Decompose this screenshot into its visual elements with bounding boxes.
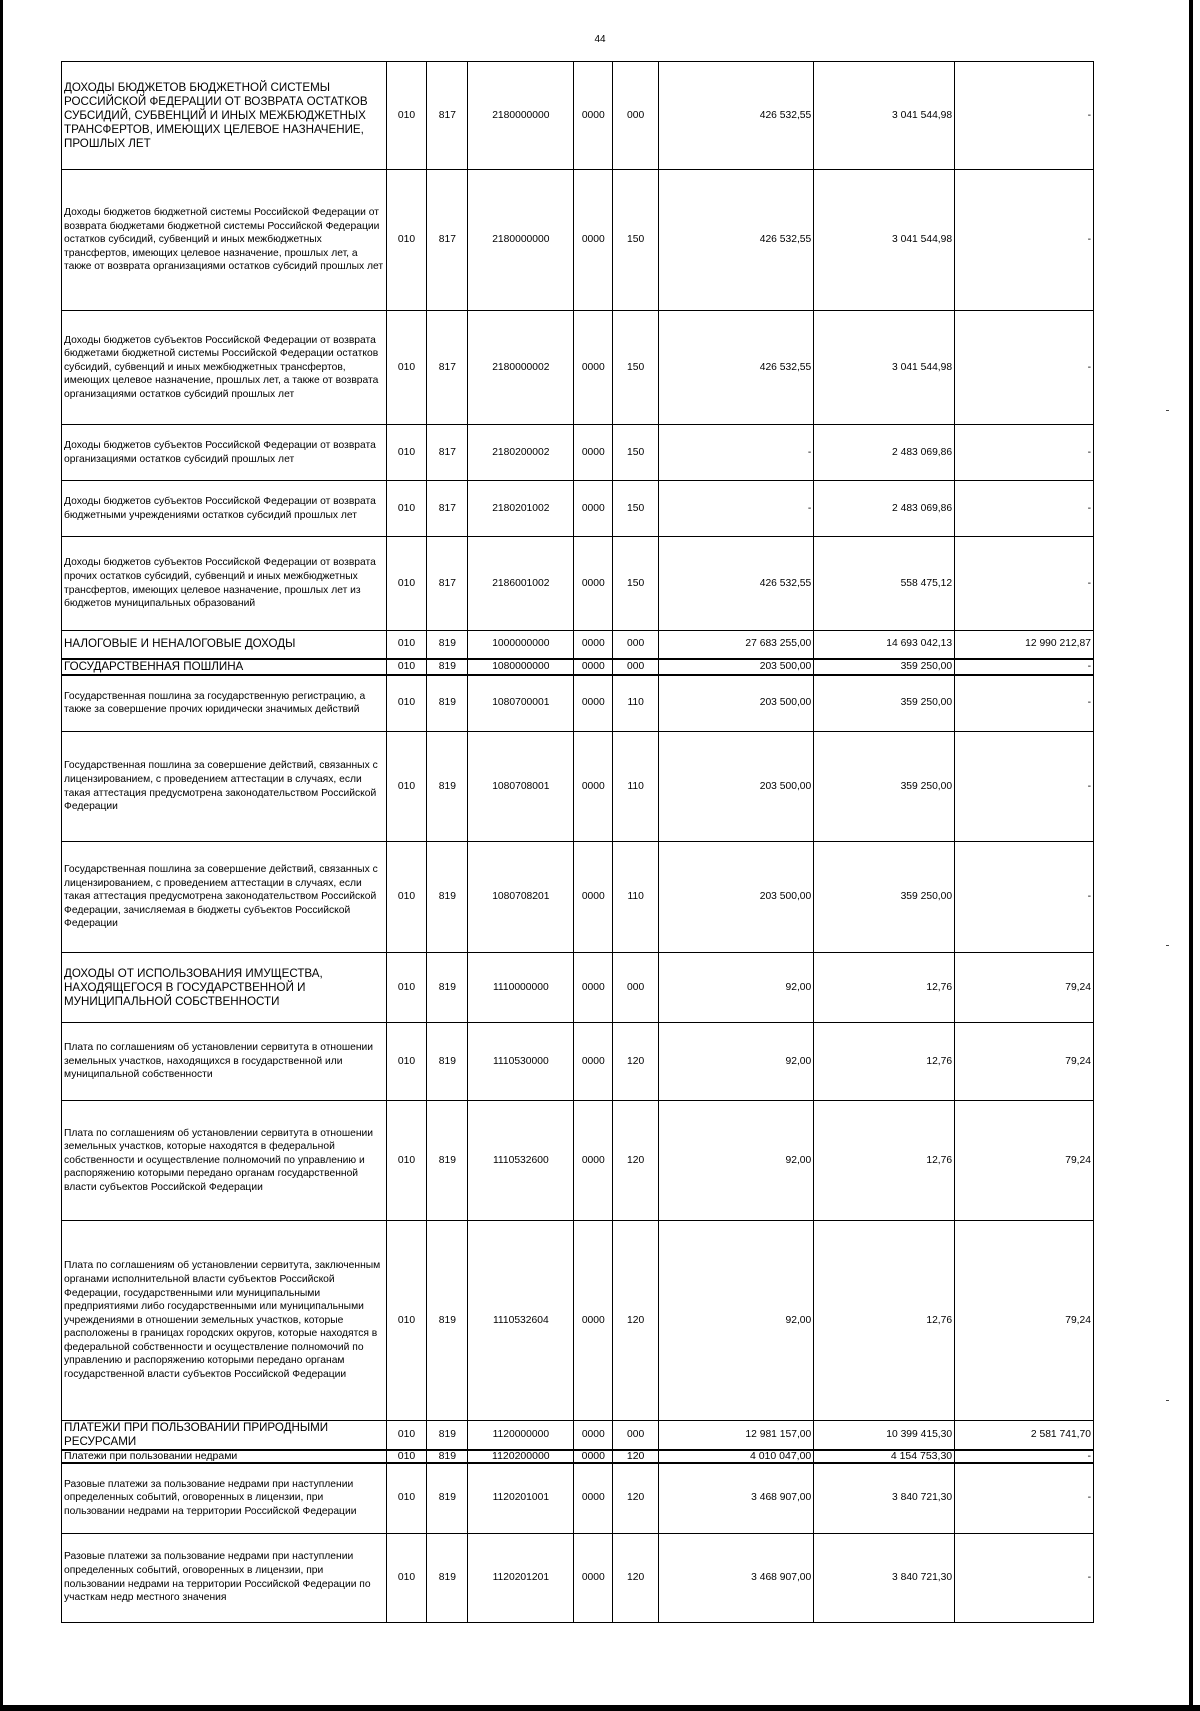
value-unexecuted: 79,24 (955, 1221, 1094, 1421)
row-name: ПЛАТЕЖИ ПРИ ПОЛЬЗОВАНИИ ПРИРОДНЫМИ РЕСУРСАМИ (62, 1421, 387, 1451)
code-revenue: 2180000000 (468, 62, 574, 170)
code-program: 0000 (574, 732, 613, 842)
code-revenue: 1110530000 (468, 1023, 574, 1101)
code-admin: 010 (386, 842, 427, 953)
table-row (62, 631, 1094, 659)
value-approved: 426 532,55 (659, 170, 814, 311)
code-program: 0000 (574, 1533, 613, 1622)
value-executed: 359 250,00 (814, 659, 955, 675)
value-approved: 92,00 (659, 1221, 814, 1421)
code-admin: 010 (386, 953, 427, 1023)
table-row (62, 1023, 1094, 1101)
value-approved: 3 468 907,00 (659, 1463, 814, 1533)
code-kosgu: 150 (613, 425, 659, 481)
value-unexecuted: - (955, 1450, 1094, 1463)
value-executed: 12,76 (814, 1101, 955, 1221)
code-admin: 010 (386, 1221, 427, 1421)
value-unexecuted: - (955, 537, 1094, 631)
code-admin: 010 (386, 1101, 427, 1221)
code-admin: 010 (386, 62, 427, 170)
code-chapter: 819 (427, 842, 468, 953)
code-program: 0000 (574, 1463, 613, 1533)
row-name: ГОСУДАРСТВЕННАЯ ПОШЛИНА (62, 659, 387, 675)
code-admin: 010 (386, 311, 427, 425)
value-approved: 12 981 157,00 (659, 1421, 814, 1451)
value-approved: 203 500,00 (659, 675, 814, 732)
value-approved: 203 500,00 (659, 659, 814, 675)
code-revenue: 2180000000 (468, 170, 574, 311)
row-name: Государственная пошлина за совершение действий, связанных с лицензированием, с проведением аттестации в случаях, если такая аттестация предусмотрена законодательством Российской Федерации (62, 732, 387, 842)
code-chapter: 819 (427, 1221, 468, 1421)
code-kosgu: 120 (613, 1463, 659, 1533)
code-admin: 010 (386, 1450, 427, 1463)
code-admin: 010 (386, 537, 427, 631)
code-revenue: 2186001002 (468, 537, 574, 631)
scan-mark (1166, 410, 1169, 411)
code-revenue: 2180200002 (468, 425, 574, 481)
code-chapter: 817 (427, 62, 468, 170)
table-row (62, 1533, 1094, 1622)
value-approved: 92,00 (659, 1023, 814, 1101)
code-program: 0000 (574, 62, 613, 170)
value-executed: 10 399 415,30 (814, 1421, 955, 1451)
scan-border-right (1189, 0, 1193, 1711)
value-approved: 27 683 255,00 (659, 631, 814, 659)
code-kosgu: 120 (613, 1101, 659, 1221)
code-program: 0000 (574, 1221, 613, 1421)
table-row (62, 675, 1094, 732)
code-revenue: 1080708201 (468, 842, 574, 953)
code-revenue: 1080708001 (468, 732, 574, 842)
value-executed: 3 041 544,98 (814, 170, 955, 311)
code-kosgu: 110 (613, 732, 659, 842)
code-kosgu: 000 (613, 62, 659, 170)
code-kosgu: 150 (613, 537, 659, 631)
code-kosgu: 120 (613, 1023, 659, 1101)
value-executed: 359 250,00 (814, 732, 955, 842)
code-revenue: 1080700001 (468, 675, 574, 732)
code-admin: 010 (386, 481, 427, 537)
table-row (62, 1450, 1094, 1463)
code-kosgu: 000 (613, 953, 659, 1023)
value-unexecuted: 2 581 741,70 (955, 1421, 1094, 1451)
value-executed: 3 041 544,98 (814, 62, 955, 170)
code-kosgu: 000 (613, 659, 659, 675)
code-program: 0000 (574, 481, 613, 537)
value-unexecuted: - (955, 675, 1094, 732)
code-chapter: 819 (427, 1533, 468, 1622)
code-program: 0000 (574, 1023, 613, 1101)
table-row (62, 1221, 1094, 1421)
value-approved: 426 532,55 (659, 311, 814, 425)
row-name: Платежи при пользовании недрами (62, 1450, 387, 1463)
code-kosgu: 120 (613, 1450, 659, 1463)
scan-border-bottom (0, 1705, 1200, 1711)
code-program: 0000 (574, 675, 613, 732)
code-chapter: 817 (427, 311, 468, 425)
value-approved: 203 500,00 (659, 842, 814, 953)
value-approved: 92,00 (659, 953, 814, 1023)
code-kosgu: 150 (613, 311, 659, 425)
value-executed: 359 250,00 (814, 842, 955, 953)
code-chapter: 819 (427, 1023, 468, 1101)
row-name: ДОХОДЫ БЮДЖЕТОВ БЮДЖЕТНОЙ СИСТЕМЫ РОССИЙСКОЙ ФЕДЕРАЦИИ ОТ ВОЗВРАТА ОСТАТКОВ СУБСИДИЙ, СУБВЕНЦИЙ И ИНЫХ МЕЖБЮДЖЕТНЫХ ТРАНСФЕРТОВ, ИМЕЮЩИХ ЦЕЛЕВОЕ НАЗНАЧЕНИЕ, ПРОШЛЫХ ЛЕТ (62, 62, 387, 170)
code-chapter: 819 (427, 631, 468, 659)
code-admin: 010 (386, 732, 427, 842)
value-unexecuted: - (955, 1533, 1094, 1622)
value-unexecuted: - (955, 425, 1094, 481)
value-executed: 12,76 (814, 953, 955, 1023)
row-name: Разовые платежи за пользование недрами при наступлении определенных событий, оговоренных в лицензии, при пользовании недрами на территории Российской Федерации по участкам недр местного значения (62, 1533, 387, 1622)
value-executed: 12,76 (814, 1221, 955, 1421)
code-program: 0000 (574, 1450, 613, 1463)
value-approved: 426 532,55 (659, 62, 814, 170)
code-kosgu: 120 (613, 1533, 659, 1622)
code-admin: 010 (386, 1533, 427, 1622)
code-revenue: 1120200000 (468, 1450, 574, 1463)
code-kosgu: 000 (613, 631, 659, 659)
code-kosgu: 150 (613, 170, 659, 311)
code-chapter: 817 (427, 425, 468, 481)
value-approved: 92,00 (659, 1101, 814, 1221)
code-program: 0000 (574, 1421, 613, 1451)
code-chapter: 819 (427, 675, 468, 732)
value-unexecuted: - (955, 481, 1094, 537)
table-row (62, 425, 1094, 481)
code-admin: 010 (386, 1023, 427, 1101)
row-name: Доходы бюджетов субъектов Российской Федерации от возврата прочих остатков субсидий, субвенций и иных межбюджетных трансфертов, имеющих целевое назначение, прошлых лет из бюджетов муниципальных образований (62, 537, 387, 631)
budget-revenue-table (61, 61, 1094, 1623)
table-row (62, 537, 1094, 631)
code-admin: 010 (386, 425, 427, 481)
row-name: Государственная пошлина за государственную регистрацию, а также за совершение прочих юридически значимых действий (62, 675, 387, 732)
value-unexecuted: 12 990 212,87 (955, 631, 1094, 659)
value-unexecuted: 79,24 (955, 1101, 1094, 1221)
code-admin: 010 (386, 170, 427, 311)
row-name: Доходы бюджетов субъектов Российской Федерации от возврата организациями остатков субсидий прошлых лет (62, 425, 387, 481)
row-name: Государственная пошлина за совершение действий, связанных с лицензированием, с проведением аттестации в случаях, если такая аттестация предусмотрена законодательством Российской Федерации, зачисляемая в бюджеты субъектов Российской Федерации (62, 842, 387, 953)
row-name: Доходы бюджетов субъектов Российской Федерации от возврата бюджетами бюджетной системы Российской Федерации остатков субсидий, субвенций и иных межбюджетных трансфертов, имеющих целевое назначение, прошлых лет, а также от возврата организациями остатков субсидий прошлых лет (62, 311, 387, 425)
code-program: 0000 (574, 1101, 613, 1221)
code-chapter: 817 (427, 537, 468, 631)
table-row (62, 1463, 1094, 1533)
code-revenue: 1110532604 (468, 1221, 574, 1421)
table-row (62, 1421, 1094, 1451)
code-admin: 010 (386, 1463, 427, 1533)
scan-mark (1166, 1400, 1169, 1401)
table-row (62, 659, 1094, 675)
row-name: Плата по соглашениям об установлении сервитута, заключенным органами исполнительной власти субъектов Российской Федерации, государственными или муниципальными предприятиями либо государственными или муниципальными учреждениями в отношении земельных участков, которые расположены в границах городских округов, которые находятся в федеральной собственности и осуществление полномочий по управлению и распоряжению которыми передано органам государственной власти субъектов Российской Федерации (62, 1221, 387, 1421)
value-unexecuted: 79,24 (955, 953, 1094, 1023)
value-executed: 3 840 721,30 (814, 1533, 955, 1622)
row-name: Плата по соглашениям об установлении сервитута в отношении земельных участков, которые находятся в федеральной собственности и осуществление полномочий по управлению и распоряжению которыми передано органам государственной власти субъектов Российской Федерации (62, 1101, 387, 1221)
code-revenue: 2180000002 (468, 311, 574, 425)
code-program: 0000 (574, 842, 613, 953)
table-row (62, 481, 1094, 537)
code-revenue: 1120000000 (468, 1421, 574, 1451)
code-revenue: 1120201201 (468, 1533, 574, 1622)
table-row (62, 170, 1094, 311)
value-approved: - (659, 481, 814, 537)
code-kosgu: 120 (613, 1221, 659, 1421)
code-chapter: 819 (427, 1421, 468, 1451)
code-program: 0000 (574, 631, 613, 659)
code-kosgu: 150 (613, 481, 659, 537)
code-kosgu: 110 (613, 675, 659, 732)
value-executed: 14 693 042,13 (814, 631, 955, 659)
code-revenue: 1080000000 (468, 659, 574, 675)
code-revenue: 1000000000 (468, 631, 574, 659)
value-approved: 426 532,55 (659, 537, 814, 631)
code-admin: 010 (386, 659, 427, 675)
value-executed: 4 154 753,30 (814, 1450, 955, 1463)
row-name: Доходы бюджетов субъектов Российской Федерации от возврата бюджетными учреждениями остатков субсидий прошлых лет (62, 481, 387, 537)
code-chapter: 817 (427, 481, 468, 537)
code-program: 0000 (574, 425, 613, 481)
value-executed: 558 475,12 (814, 537, 955, 631)
value-executed: 3 041 544,98 (814, 311, 955, 425)
value-approved: 203 500,00 (659, 732, 814, 842)
row-name: Доходы бюджетов бюджетной системы Российской Федерации от возврата бюджетами бюджетной системы Российской Федерации остатков субсидий, субвенций и иных межбюджетных трансфертов, имеющих целевое назначение, прошлых лет, а также от возврата организациями остатков субсидий прошлых лет (62, 170, 387, 311)
page-number: 44 (594, 34, 606, 45)
code-program: 0000 (574, 170, 613, 311)
code-revenue: 1110000000 (468, 953, 574, 1023)
value-unexecuted: - (955, 842, 1094, 953)
value-approved: - (659, 425, 814, 481)
code-admin: 010 (386, 1421, 427, 1451)
value-unexecuted: - (955, 732, 1094, 842)
row-name: ДОХОДЫ ОТ ИСПОЛЬЗОВАНИЯ ИМУЩЕСТВА, НАХОДЯЩЕГОСЯ В ГОСУДАРСТВЕННОЙ И МУНИЦИПАЛЬНОЙ СОБСТВЕННОСТИ (62, 953, 387, 1023)
code-kosgu: 110 (613, 842, 659, 953)
scan-border-left (0, 0, 3, 1711)
code-chapter: 819 (427, 953, 468, 1023)
value-unexecuted: - (955, 170, 1094, 311)
code-kosgu: 000 (613, 1421, 659, 1451)
scan-mark (1166, 945, 1169, 946)
code-revenue: 2180201002 (468, 481, 574, 537)
code-admin: 010 (386, 631, 427, 659)
value-executed: 359 250,00 (814, 675, 955, 732)
value-executed: 12,76 (814, 1023, 955, 1101)
code-chapter: 819 (427, 732, 468, 842)
code-revenue: 1110532600 (468, 1101, 574, 1221)
row-name: НАЛОГОВЫЕ И НЕНАЛОГОВЫЕ ДОХОДЫ (62, 631, 387, 659)
code-revenue: 1120201001 (468, 1463, 574, 1533)
value-executed: 2 483 069,86 (814, 425, 955, 481)
code-admin: 010 (386, 675, 427, 732)
code-program: 0000 (574, 311, 613, 425)
value-unexecuted: 79,24 (955, 1023, 1094, 1101)
value-executed: 3 840 721,30 (814, 1463, 955, 1533)
code-program: 0000 (574, 953, 613, 1023)
table-row (62, 732, 1094, 842)
code-chapter: 819 (427, 659, 468, 675)
value-unexecuted: - (955, 311, 1094, 425)
code-chapter: 819 (427, 1450, 468, 1463)
table-row (62, 311, 1094, 425)
value-unexecuted: - (955, 62, 1094, 170)
value-approved: 4 010 047,00 (659, 1450, 814, 1463)
table-row (62, 842, 1094, 953)
value-approved: 3 468 907,00 (659, 1533, 814, 1622)
row-name: Плата по соглашениям об установлении сервитута в отношении земельных участков, находящихся в государственной или муниципальной собственности (62, 1023, 387, 1101)
code-program: 0000 (574, 537, 613, 631)
table-row (62, 953, 1094, 1023)
table-row (62, 62, 1094, 170)
row-name: Разовые платежи за пользование недрами при наступлении определенных событий, оговоренных в лицензии, при пользовании недрами на территории Российской Федерации (62, 1463, 387, 1533)
table-row (62, 1101, 1094, 1221)
code-chapter: 819 (427, 1463, 468, 1533)
code-chapter: 819 (427, 1101, 468, 1221)
value-unexecuted: - (955, 1463, 1094, 1533)
code-chapter: 817 (427, 170, 468, 311)
value-executed: 2 483 069,86 (814, 481, 955, 537)
code-program: 0000 (574, 659, 613, 675)
value-unexecuted: - (955, 659, 1094, 675)
